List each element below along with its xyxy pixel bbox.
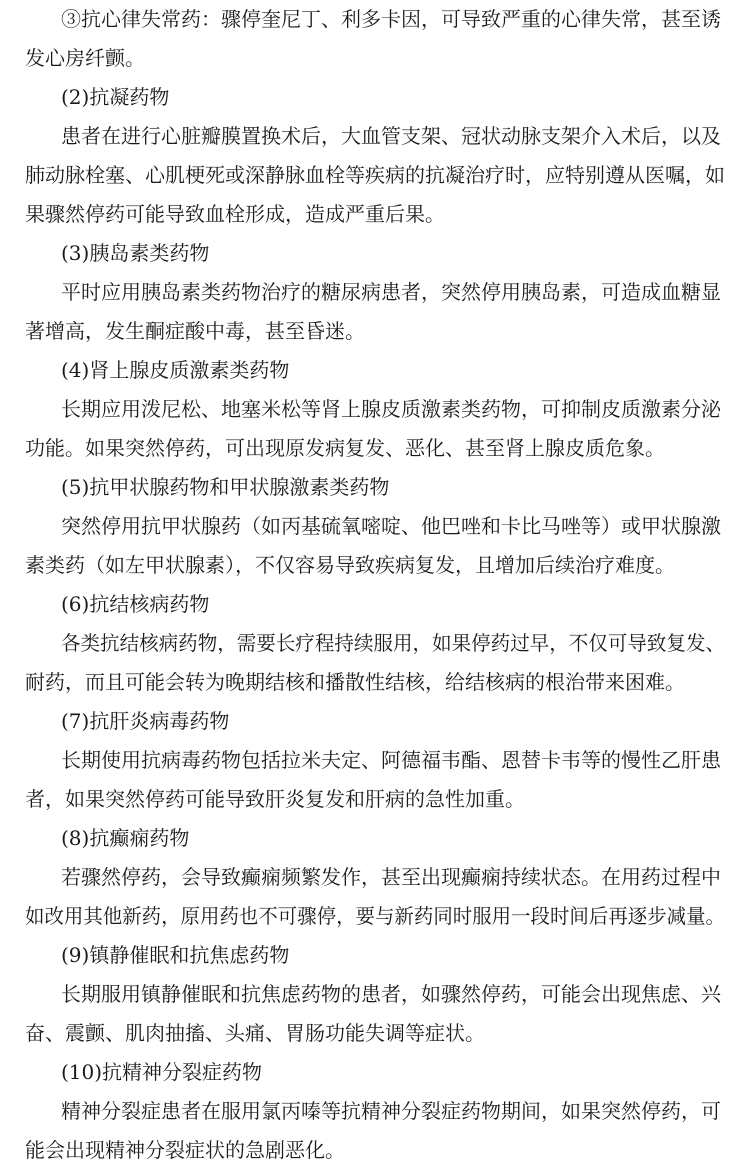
- text-line: 著增高，发生酮症酸中毒，甚至昏迷。: [25, 319, 365, 343]
- text-line: 平时应用胰岛素类药物治疗的糖尿病患者，突然停用胰岛素，可造成血糖显: [61, 280, 721, 304]
- text-line: 如改用其他新药，原用药也不可骤停，要与新药同时服用一段时间后再逐步减量。: [25, 904, 725, 928]
- text-line: 耐药，而且可能会转为晚期结核和播散性结核，给结核病的根治带来困难。: [25, 670, 685, 694]
- text-line: 素类药（如左甲状腺素），不仅容易导致疾病复发，且增加后续治疗难度。: [25, 553, 675, 577]
- text-line: 长期服用镇静催眠和抗焦虑药物的患者，如骤然停药，可能会出现焦虑、兴: [61, 982, 721, 1006]
- section-heading: (9)镇静催眠和抗焦虑药物: [61, 943, 290, 967]
- text-line: 肺动脉栓塞、心肌梗死或深静脉血栓等疾病的抗凝治疗时，应特别遵从医嘱，如: [25, 163, 725, 187]
- text-line: 奋、震颤、肌肉抽搐、头痛、胃肠功能失调等症状。: [25, 1021, 485, 1045]
- section-heading: (4)肾上腺皮质激素类药物: [61, 358, 290, 382]
- text-line: 功能。如果突然停药，可出现原发病复发、恶化、甚至肾上腺皮质危象。: [25, 436, 665, 460]
- text-line: 患者在进行心脏瓣膜置换术后，大血管支架、冠状动脉支架介入术后，以及: [61, 124, 721, 148]
- text-line: 突然停用抗甲状腺药（如丙基硫氧嘧啶、他巴唑和卡比马唑等）或甲状腺激: [61, 514, 721, 538]
- text-line: 能会出现精神分裂症状的急剧恶化。: [25, 1138, 345, 1162]
- section-heading: (8)抗癫痫药物: [61, 826, 190, 850]
- text-line: 长期应用泼尼松、地塞米松等肾上腺皮质激素类药物，可抑制皮质激素分泌: [61, 397, 721, 421]
- section-heading: (7)抗肝炎病毒药物: [61, 709, 230, 733]
- text-line: 若骤然停药，会导致癫痫频繁发作，甚至出现癫痫持续状态。在用药过程中: [61, 865, 721, 889]
- text-line: 长期使用抗病毒药物包括拉米夫定、阿德福韦酯、恩替卡韦等的慢性乙肝患: [61, 748, 721, 772]
- text-line: 各类抗结核病药物，需要长疗程持续服用，如果停药过早，不仅可导致复发、: [61, 631, 726, 655]
- text-line: 者，如果突然停药可能导致肝炎复发和肝病的急性加重。: [25, 787, 525, 811]
- text-line: 果骤然停药可能导致血栓形成，造成严重后果。: [25, 202, 445, 226]
- text-line: ③抗心律失常药：骤停奎尼丁、利多卡因，可导致严重的心律失常，甚至诱: [61, 7, 721, 31]
- section-heading: (6)抗结核病药物: [61, 592, 210, 616]
- section-heading: (2)抗凝药物: [61, 85, 170, 109]
- section-heading: (10)抗精神分裂症药物: [61, 1060, 263, 1084]
- text-line: 精神分裂症患者在服用氯丙嗪等抗精神分裂症药物期间，如果突然停药，可: [61, 1099, 721, 1123]
- section-heading: (3)胰岛素类药物: [61, 241, 210, 265]
- section-heading: (5)抗甲状腺药物和甲状腺激素类药物: [61, 475, 390, 499]
- text-line: 发心房纤颤。: [25, 46, 145, 70]
